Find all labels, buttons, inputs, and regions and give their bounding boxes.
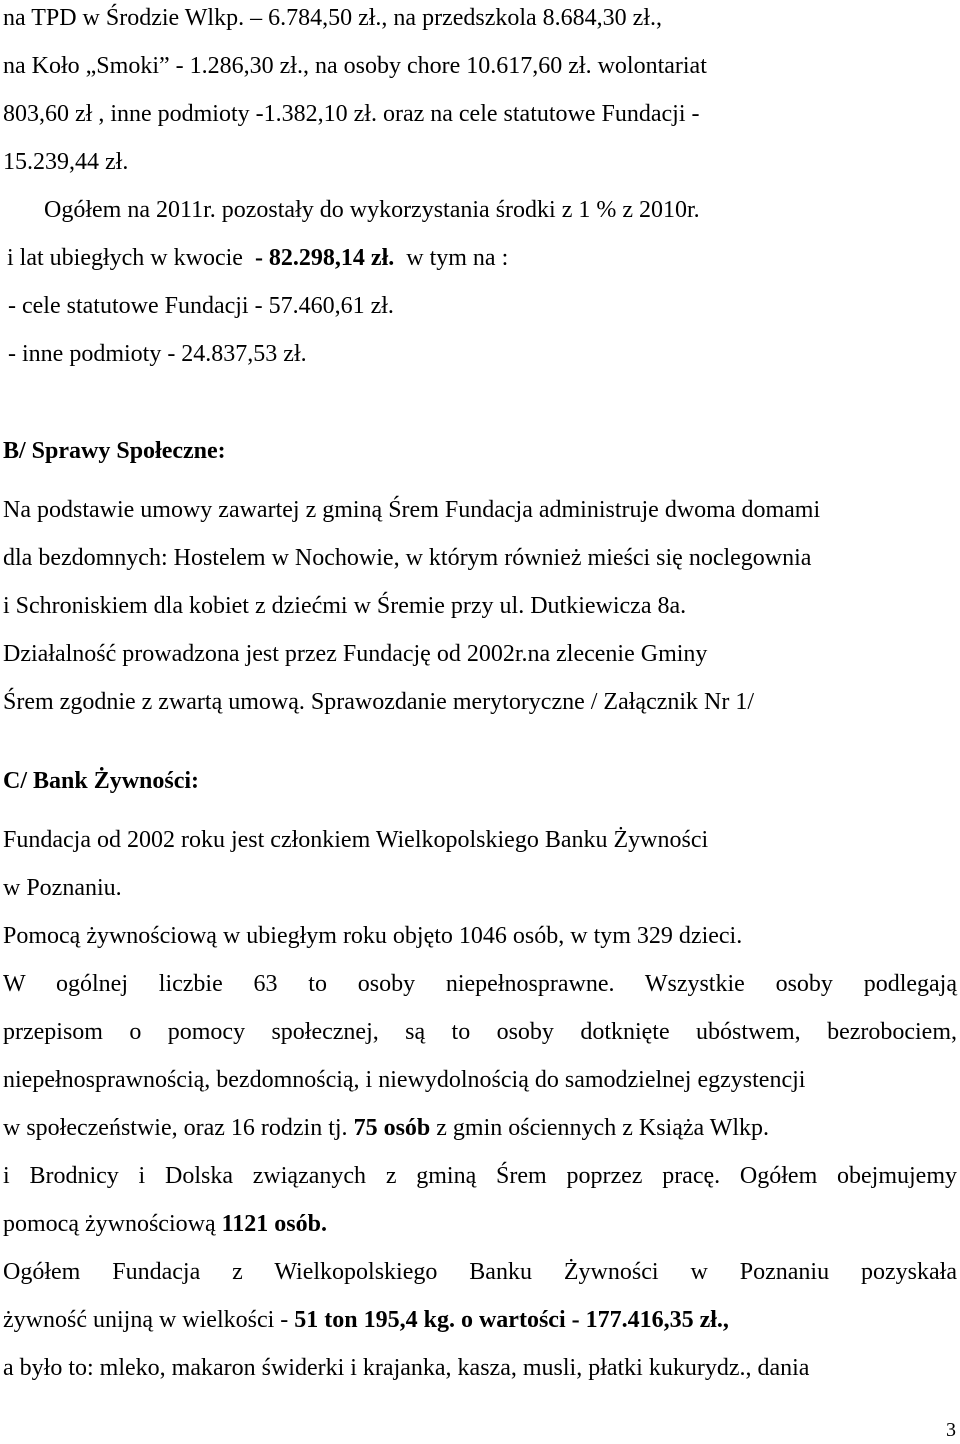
text-line: na TPD w Środzie Wlkp. – 6.784,50 zł., na przedszkola 8.684,30 zł., [3,5,662,31]
text-line [3,1114,769,1142]
text-line: niepełnosprawnością, bezdomnością, i niewydolnością do samodzielnej egzystencji [3,1067,806,1093]
text-span: i lat ubiegłych w kwocie [7,245,243,271]
text-line: Śrem zgodnie z zwartą umową. Sprawozdanie merytoryczne / Załącznik Nr 1/ [3,689,755,715]
text-line: 803,60 zł , inne podmioty -1.382,10 zł. oraz na cele statutowe Fundacji - [3,101,700,127]
text-span: pomocą żywnościową [3,1211,216,1237]
text-line: i Schroniskiem dla kobiet z dziećmi w Śremie przy ul. Dutkiewicza 8a. [3,593,687,619]
text-line: 15.239,44 zł. [3,149,129,175]
text-line: i Brodnicy i Dolska związanych z gminą Śrem poprzez pracę. Ogółem obejmujemy [3,1163,957,1189]
text-line: Ogółem Fundacja z Wielkopolskiego Banku Żywności w Poznaniu pozyskała [3,1259,957,1285]
text-line [7,244,508,272]
text-span: w tym na : [406,245,509,271]
text-line: - inne podmioty - 24.837,53 zł. [8,341,307,367]
text-line: Ogółem na 2011r. pozostały do wykorzystania środki z 1 % z 2010r. [44,197,700,223]
text-line: przepisom o pomocy społecznej, są to osoby dotknięte ubóstwem, bezrobociem, [3,1019,957,1045]
text-line: Działalność prowadzona jest przez Fundację od 2002r.na zlecenie Gminy [3,641,708,667]
text-line: w Poznaniu. [3,875,122,901]
text-span: , [722,1307,729,1333]
text-span: z gmin ościennych z Książa Wlkp. [436,1115,770,1141]
text-line: Fundacja od 2002 roku jest członkiem Wielkopolskiego Banku Żywności [3,827,709,853]
text-line: dla bezdomnych: Hostelem w Nochowie, w którym również mieści się noclegownia [3,545,812,571]
text-line [3,1210,327,1238]
bold-total: 1121 osób. [221,1211,327,1237]
section-c-heading: C/ Bank Żywności: [3,768,200,794]
text-line: Pomocą żywnościową w ubiegłym roku objęto 1046 osób, w tym 329 dzieci. [3,923,743,949]
text-line: - cele statutowe Fundacji - 57.460,61 zł. [8,293,394,319]
text-line: a było to: mleko, makaron świderki i krajanka, kasza, musli, płatki kukurydz., dania [3,1355,810,1381]
text-span: w społeczeństwie, oraz 16 rodzin tj. [3,1115,348,1141]
page-number: 3 [946,1419,956,1441]
text-line [3,1306,729,1334]
text-line: W ogólnej liczbie 63 to osoby niepełnosprawne. Wszystkie osoby podlegają [3,971,957,997]
text-line: Na podstawie umowy zawartej z gminą Śrem Fundacja administruje dwoma domami [3,497,821,523]
bold-count: 75 osób [353,1115,431,1141]
bold-amount: 51 ton 195,4 kg. o wartości - 177.416,35 zł. [294,1307,723,1333]
text-span: żywność unijną w wielkości - [3,1307,289,1333]
section-b-heading: B/ Sprawy Społeczne: [3,438,226,464]
text-line: na Koło „Smoki” - 1.286,30 zł., na osoby chore 10.617,60 zł. wolontariat [3,53,707,79]
amount-total: - 82.298,14 zł. [254,245,395,271]
